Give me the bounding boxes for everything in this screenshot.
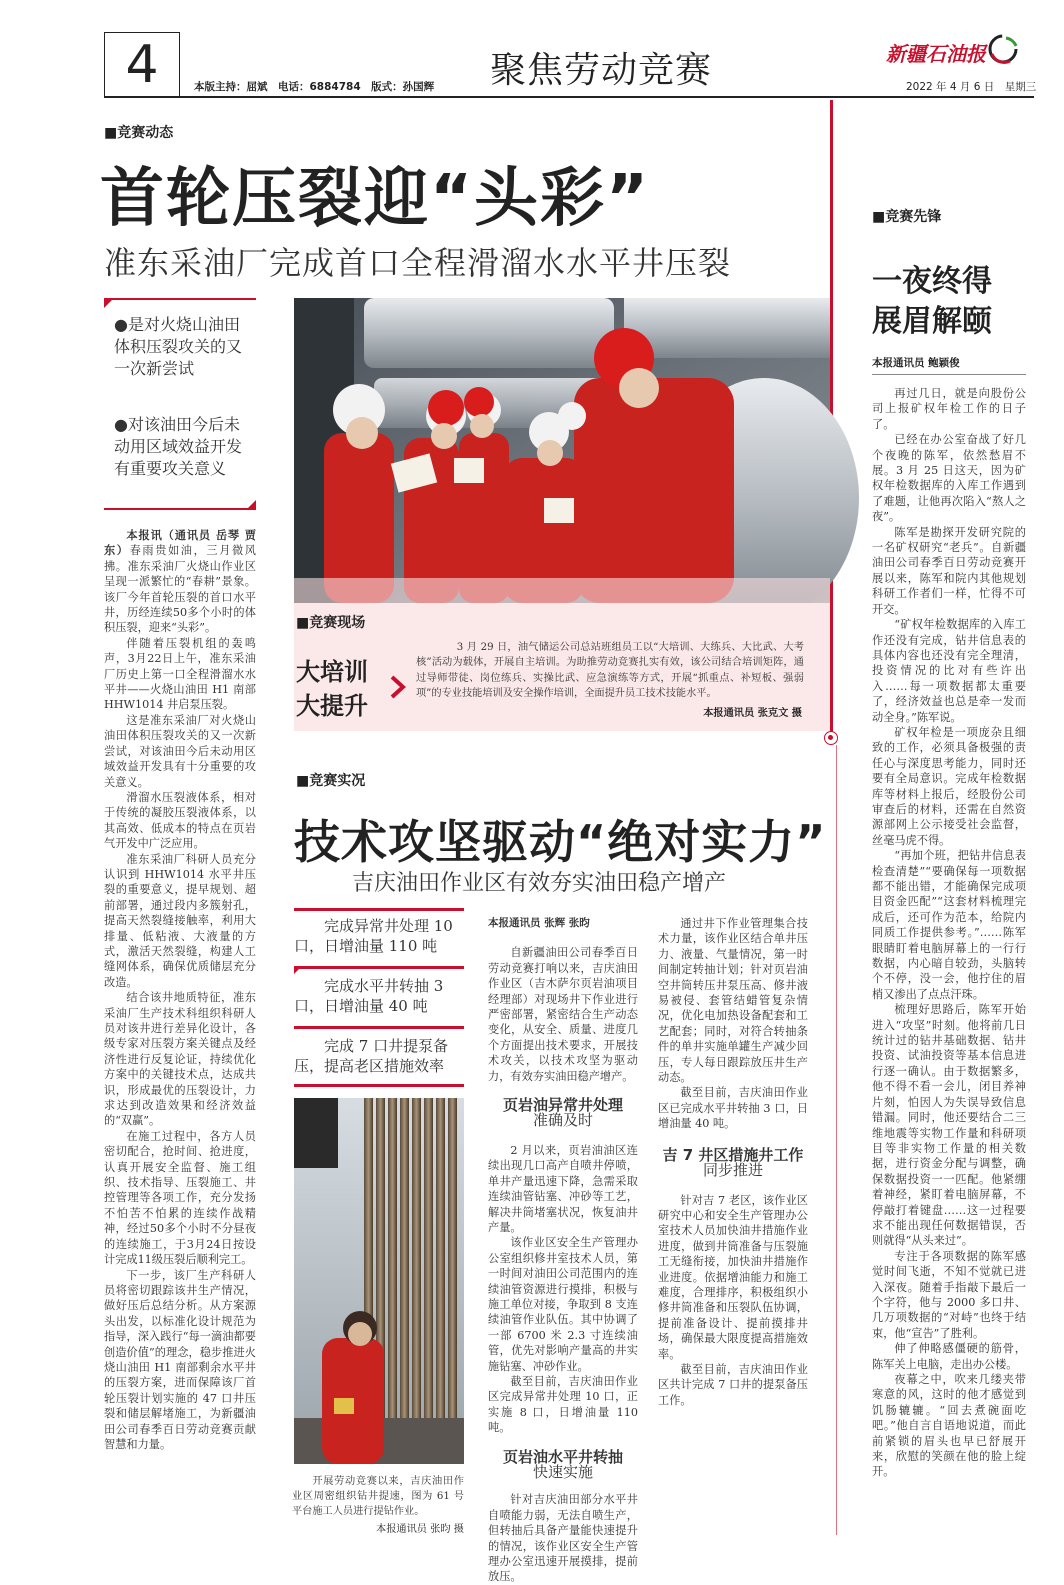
pioneer-title-1: 一夜终得 [872,264,992,299]
sub2-subtitle: 快速实施 [532,1463,593,1481]
lead-byline: 本报讯（通讯员 岳琴 贾东） [104,528,256,558]
lead-body [104,528,256,1452]
pioneer-paragraph: 再过几日，就是向股份公司上报矿权年检工作的日子了。 [872,387,1026,431]
lead-paragraph: 准东采油厂科研人员充分认识到 HHW1014 水平井压裂的重要意义，提早规划、超前部署，通过段内多簇射孔，提高天然裂缝接触率，利用大排量、低粘液、大液量的方式，激活天然裂缝，构建人工缝网体系，确保优质储层充分改造。 [104,852,256,989]
chevron-right-icon [388,674,408,700]
bullet-bottom-arrow [246,500,256,510]
lead-subheadline: 准东采油厂完成首口全程滑溜水水平井压裂 [104,244,732,282]
sub2-title: 页岩油水平井转抽 [502,1447,623,1466]
bullet-top-rule [104,298,256,300]
lead-paragraph: 下一步，该厂生产科研人员将密切跟踪该井生产情况，做好压后总结分析。从方案源头出发，以标准化设计规范为指导，深入践行“每一滴油都要创造价值”的理念，稳步推进火烧山油田 H1 南部剩余水平井的压裂方案，进而保障该厂首轮压裂计划实施的 47 口井压裂和储层解堵施工，为新疆油田公司春季百日劳动竞赛贡献智慧和力量。 [104,1268,256,1451]
sub1-subtitle: 准确及时 [532,1111,593,1130]
sub2-paragraph: 截至目前，吉庆油田作业区已完成水平井转抽 3 口，日增油量 40 吨。 [658,1086,808,1131]
highlight-rule-3 [294,1026,464,1029]
pioneer-body [872,386,1026,1480]
issue-date: 2022 年 4 月 6 日 星期三 [906,81,1037,93]
editors-line: 本版主持：屈斌 电话：6884784 版式：孙国辉 [194,81,435,93]
lead-headline: 首轮压裂迎“头彩” [100,162,651,236]
sub2-paragraph: 通过井下作业管理集合技术力量，该作业区结合单井压力、液量、气量情况，第一时间制定转抽计划；针对页岩油空井筒转压井泵压高、修井液易被侵、套管结蜡管复杂情况，优化电加热设备配套和工艺配套；同时，对符合转抽条件的单井实施单罐生产减少回压，专人每日跟踪放压井生产动态。 [658,917,808,1085]
sub3-paragraph: 针对吉 7 老区，该作业区研究中心和安全生产管理办公室技术人员加快油井措施作业进度，做到井筒准备与压裂施工无缝衔接，加快油井措施作业进度。依据增油能力和施工难度，合理排序，积极组织小修井筒准备和压裂队伍协调，提前准备设计、提前摸排井场，确保最大限度提高措施效率。 [658,1193,808,1361]
lead-bullet-1: ●是对火烧山油田体积压裂攻关的又一次新尝试 [114,315,243,378]
masthead-rule [104,96,1034,98]
drilling-photo [294,1098,464,1464]
strength-col-2 [658,916,808,1408]
sub1-paragraph: 截至目前，吉庆油田作业区完成异常井处理 10 口，正实施 8 口，日增油量 110 吨。 [488,1374,638,1435]
pioneer-section-tag: ■竞赛先锋 [872,209,942,225]
pioneer-paragraph: 夜幕之中，吹来几缕夹带寒意的风，这时的他才感觉到饥肠辘辘。“回去煮碗面吃吧。”他自言自语地说道，而此前紧锁的眉头也早已舒展开来，欣慰的笑颜在他的脸上绽开。 [872,1373,1026,1479]
sub3-title: 吉 7 井区措施井工作 [662,1145,804,1164]
bullet-bottom-rule [104,508,256,510]
page-number: 4 [104,32,180,98]
divider-dot-icon [824,731,838,745]
pioneer-paragraph: 陈军是勘探开发研究院的一名矿权研究“老兵”。自新疆油田公司春季百日劳动竞赛开展以来，陈军和院内其他规划科研工作者们一样，忙得不可开交。 [872,525,1026,616]
pioneer-paragraph: “矿权年检数据库的入库工作还没有完成，钻井信息表的具体内容也还没有完全理清，投资情况的比对有些许出入……每一项数据都太重要了，经济效益也总是牵一发而动全身。”陈军说。 [872,618,1026,724]
strength-byline: 本报通讯员 张辉 张昀 [488,917,590,929]
logo-ring-icon [984,30,1022,68]
lead-paragraph: 滑溜水压裂液体系，相对于传统的凝胶压裂液体系，以其高效、低成本的特点在页岩气开发中广泛应用。 [104,790,256,851]
strength-headline: 技术攻坚驱动“绝对实力” [294,815,827,869]
lead-paragraph: 伴随着压裂机组的轰鸣声，3月22日上午，准东采油厂历史上第一口全程滑溜水水平井——火烧山油田 H1 南部 HHW1014 井启泵压裂。 [104,636,256,712]
lead-paragraph: 春雨贵如油，三月微风拂。准东采油厂火烧山作业区呈现一派繁忙的“春耕”景象。该厂今年首轮压裂的首口水平井，历经连续50多个小时的体积压裂，迎来“头彩”。 [104,544,256,635]
bullet-top-arrow [104,298,114,308]
column-divider-thin [836,745,837,1535]
scene-caption: 3 月 29 日，油气储运公司总站班组员工以“大培训、大练兵、大比武、大考核”活动为载体，开展自主培训。为助推劳动竞赛扎实有效，该公司结合培训矩阵，通过导师带徒、岗位练兵、实操比武、应急演练等方式，开展“抓重点、补短板、强弱项”的专业技能培训及安全操作培训，全面提升员工技术技能水平。 [416,642,804,700]
highlight-1: 完成异常井处理 10 口，日增油量 110 吨 [294,917,453,955]
strength-subheadline: 吉庆油田作业区有效夯实油田稳产增产 [352,871,727,896]
sub3-subtitle: 同步推进 [702,1161,763,1180]
scene-title-1: 大培训 [296,658,368,686]
lead-section-tag: ■竞赛动态 [104,125,174,141]
pioneer-paragraph: 矿权年检是一项庞杂且细致的工作，必须具备极强的责任心与深度思考能力，同时还要有全局意识。完成年检数据库等材料上报后，经股份公司审查后的材料，还需在自然资源部网上公示接受社会监督，丝毫马虎不得。 [872,725,1026,847]
pioneer-paragraph: 伸了伸略感僵硬的筋骨，陈军关上电脑，走出办公楼。 [872,1342,1026,1371]
paper-name: 新疆石油报 [886,42,986,66]
scene-title-2: 大提升 [296,692,368,720]
highlight-rule-4 [294,1084,464,1087]
drilling-photo-caption: 开展劳动竞赛以来，吉庆油田作业区周密组织钻井提速，图为 61 号平台施工人员进行提钻作业。 [292,1476,464,1517]
strength-intro: 自新疆油田公司春季百日劳动竞赛打响以来，吉庆油田作业区（吉木萨尔页岩油项目经理部）对现场井下作业进行严密部署，紧密结合生产动态变化，从安全、质量、进度几个方面提出技术要求，开展技术攻关，以技术攻坚为驱动力，有效夯实油田稳产增产。 [488,946,638,1083]
sub3-paragraph: 截至目前，吉庆油田作业区共计完成 7 口井的提泵备压工作。 [658,1362,808,1407]
section-title: 聚焦劳动竞赛 [490,50,713,91]
pioneer-paragraph: “再加个班，把钻井信息表检查清楚”“要确保每一项数据都不能出错，才能确保完成项目资金匹配”“这套材料梳理完成后，还可作为范本，给院内同质工作提供参考。”……陈军眼睛盯着电脑屏幕上的一行行数据，内心暗自较劲，头脑转个不停，没一会，他拧住的眉梢又渗出了点点汗珠。 [872,849,1026,1001]
highlight-rule-1 [294,908,464,911]
strength-col-1 [488,916,638,1584]
highlight-2: 完成水平井转抽 3 口，日增油量 40 吨 [294,977,444,1015]
pioneer-paragraph: 已经在办公室奋战了好几个夜晚的陈军，依然愁眉不展。3 月 25 日这天，因为矿权年检数据库的入库工作遇到了难题，让他再次陷入“熬人之夜”。 [872,433,1026,524]
lead-paragraph: 在施工过程中，各方人员密切配合，抢时间、抢进度，认真开展安全监督、施工组织、技术指导、压裂施工、井控管理等各项工作，充分发扬不怕苦不怕累的连续作战精神，经过50多个小时不分昼夜的连续施工，于3月24日按设计完成11级压裂后顺利完工。 [104,1129,256,1267]
pioneer-byline-rule [872,374,1026,375]
pioneer-byline: 本报通讯员 鲍颖俊 [872,357,960,369]
lead-bullet-2: ●对该油田今后未动用区域效益开发有重要攻关意义 [114,415,243,478]
sub1-title: 页岩油异常井处理 [502,1096,623,1115]
highlight-arrow-icon [294,966,302,974]
drilling-photo-credit: 本报通讯员 张昀 摄 [376,1524,464,1535]
pioneer-paragraph: 梳理好思路后，陈军开始进入“攻坚”时刻。他将前几日统计过的钻井基础数据、钻井投资、试油投资等基本信息进行逐一确认。由于数据繁多，他不得不看一会儿，闭目养神片刻，怕因人为失误导致信息错漏。同时，他还要结合二三维地震等实物工作量和科研项目等非实物工作量的相关数据，进行资金分配与调整，确保数据投资一一匹配。他紧绷着神经，紧盯着电脑屏幕，不停敲打着键盘……这一过程要求不能出现任何数据错误，否则就得“从头来过”。 [872,1003,1026,1248]
sub1-paragraph: 该作业区安全生产管理办公室组织修井室技术人员，第一时间对油田公司范围内的连续油管资源进行摸排，积极与施工单位对接，争取到 8 支连续油管作业队伍。其中协调了一部 6700 米 2.3 寸连续油管，优先对影响产量高的井实施钻塞、冲砂作业。 [488,1236,638,1373]
pioneer-paragraph: 专注于各项数据的陈军感觉时间飞逝，不知不觉就已进入深夜。随着手指敲下最后一个字符，他与 2000 多口井、几万项数据的“对峙”也终于结束，他“宣告”了胜利。 [872,1249,1026,1340]
scene-credit: 本报通讯员 张克文 摄 [703,707,802,719]
pioneer-title-2: 展眉解颐 [872,304,992,339]
strength-section-tag: ■竞赛实况 [296,773,366,789]
sub2-paragraph: 针对吉庆油田部分水平井自喷能力弱，无法自喷生产，但转抽后具备产量能快速提升的情况，该作业区安全生产管理办公室迅速开展摸排，提前放压。 [488,1493,638,1584]
paper-logo [886,30,1036,70]
highlight-rule-2 [294,966,464,969]
lead-paragraph: 结合该井地质特征，准东采油厂生产技术科组织科研人员对该井进行差异化设计，各级专家对压裂方案关键点及经济性进行反复论证，持续优化方案中的关键技术点，达成共识，形成最优的压裂设计，力求达到改造效果和经济效益的“双赢”。 [104,991,256,1128]
sub1-paragraph: 2 月以来，页岩油油区连续出现几口高产自喷井停喷，单井产量迅速下降，急需采取连续油管钻塞、冲砂等工艺，解决井筒堵塞状况，恢复油井产量。 [488,1143,638,1234]
lead-paragraph: 这是准东采油厂对火烧山油田体积压裂攻关的又一次新尝试，对该油田今后未动用区域效益开发具有十分重要的攻关意义。 [104,713,256,789]
scene-section-tag: ■竞赛现场 [296,615,366,631]
training-photo [294,298,830,603]
highlight-3: 完成 7 口井提泵备压，提高老区措施效率 [294,1037,449,1075]
